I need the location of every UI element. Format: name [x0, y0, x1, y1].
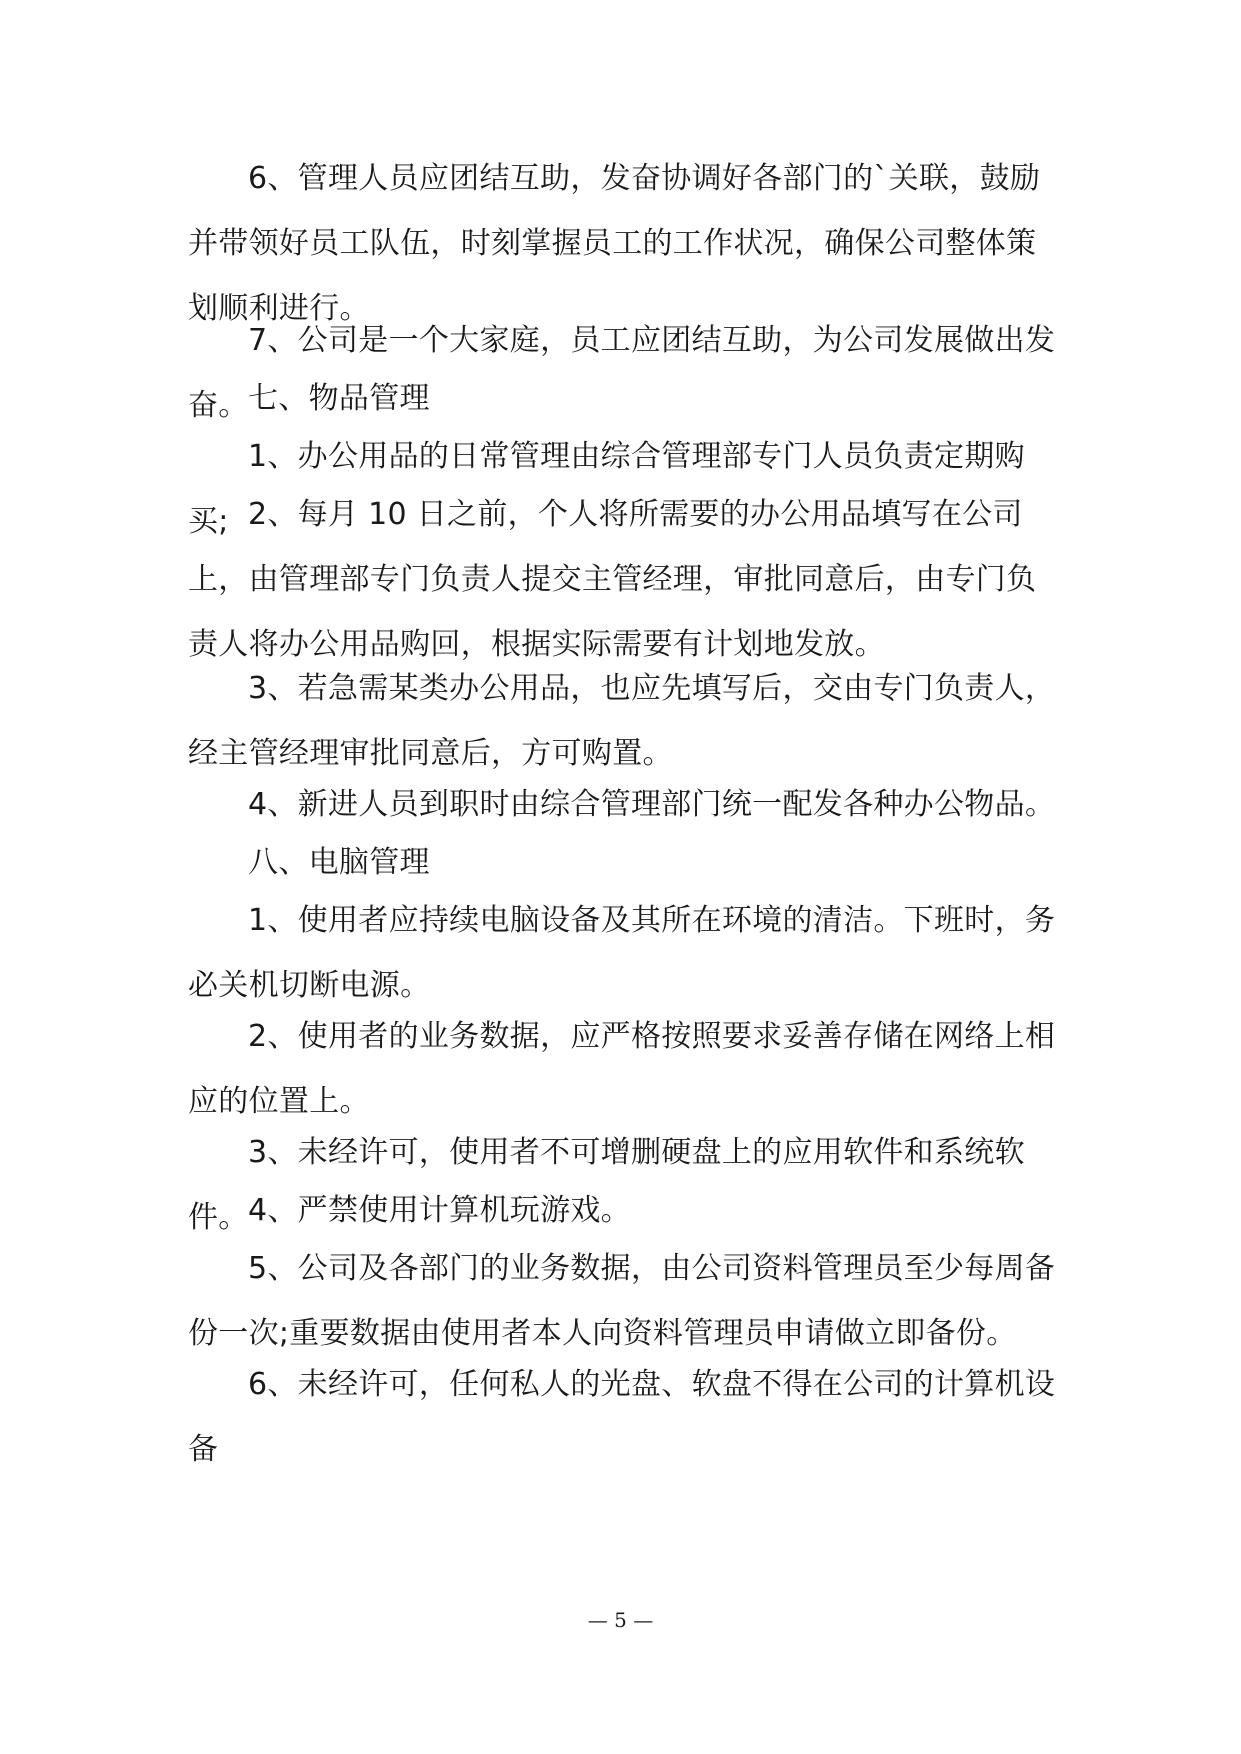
paragraph-data-storage: 2、使用者的业务数据，应严格按照要求妥善存储在网络上相应的位置上。 — [188, 1019, 1056, 1119]
paragraph-urgent-supplies: 3、若急需某类办公用品，也应先填写后，交由专门负责人，经主管经理审批同意后，方可购置。 — [188, 671, 1056, 771]
paragraph-company-family: 7、公司是一个大家庭，员工应团结互助，为公司发展做出发奋。 — [188, 323, 1056, 423]
paragraph-data-backup: 5、公司及各部门的业务数据，由公司资料管理员至少每周备份一次;重要数据由使用者本人向资料管理员申请做立即备份。 — [188, 1251, 1056, 1351]
paragraph-management-cooperation: 6、管理人员应团结互助，发奋协调好各部门的`关联，鼓励并带领好员工队伍，时刻掌握员工的工作状况，确保公司整体策划顺利进行。 — [188, 161, 1041, 326]
page-number: — 5 — — [587, 1608, 654, 1632]
paragraph-private-disks: 6、未经许可，任何私人的光盘、软盘不得在公司的计算机设备 — [188, 1367, 1056, 1467]
paragraph-computer-cleaning: 1、使用者应持续电脑设备及其所在环境的清洁。下班时，务必关机切断电源。 — [188, 903, 1056, 1003]
paragraph-office-supplies-purchase: 1、办公用品的日常管理由综合管理部专门人员负责定期购买; — [188, 439, 1025, 539]
section-heading-computer-management: 八、电脑管理 — [248, 845, 430, 880]
paragraph-software-changes: 3、未经许可，使用者不可增删硬盘上的应用软件和系统软件。 — [188, 1135, 1025, 1235]
paragraph-monthly-supplies-request: 2、每月 10 日之前，个人将所需要的办公用品填写在公司上，由管理部专门负责人提交主管经理，审批同意后，由专门负责人将办公用品购回，根据实际需要有计划地发放。 — [188, 497, 1037, 662]
paragraph-new-staff-supplies: 4、新进人员到职时由综合管理部门统一配发各种办公物品。 — [248, 787, 1056, 822]
section-heading-items-management: 七、物品管理 — [248, 381, 430, 416]
paragraph-no-games: 4、严禁使用计算机玩游戏。 — [248, 1193, 631, 1228]
